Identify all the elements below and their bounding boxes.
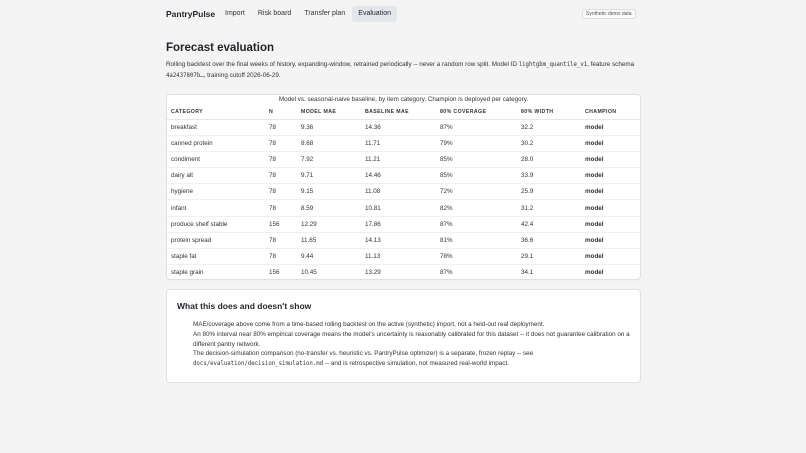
cell-baseline-mae: 14.36 — [361, 119, 436, 135]
cell-model-mae: 8.59 — [297, 200, 361, 216]
cell-n: 78 — [265, 135, 297, 151]
cell-baseline-mae: 11.13 — [361, 249, 436, 265]
desc-text-1: Rolling backtest over the final weeks of history, expanding-window, retrained periodically -- never a random row split. Model ID — [166, 61, 519, 68]
cell-baseline-mae: 11.21 — [361, 151, 436, 167]
cell-width: 29.1 — [517, 249, 581, 265]
nav-link-import[interactable]: Import — [225, 10, 245, 17]
cell-width: 33.9 — [517, 168, 581, 184]
cell-champion: model — [581, 232, 640, 248]
table-row — [167, 135, 640, 151]
table-row — [167, 168, 640, 184]
cell-model-mae: 9.44 — [297, 249, 361, 265]
cell-champion: model — [581, 151, 640, 167]
page-title: Forecast evaluation — [166, 42, 275, 54]
cell-n: 78 — [265, 232, 297, 248]
table-row — [167, 265, 640, 281]
cell-champion: model — [581, 168, 640, 184]
cell-coverage: 82% — [436, 200, 517, 216]
cell-baseline-mae: 13.29 — [361, 265, 436, 281]
table-row — [167, 216, 640, 232]
cell-width: 28.0 — [517, 151, 581, 167]
cell-baseline-mae: 11.71 — [361, 135, 436, 151]
header-champion: CHAMPION — [581, 105, 640, 119]
explanation-list — [193, 320, 633, 370]
header-category: CATEGORY — [167, 105, 265, 119]
cell-baseline-mae: 11.08 — [361, 184, 436, 200]
cell-model-mae: 12.29 — [297, 216, 361, 232]
explanation-text: The decision-simulation comparison (no-transfer vs. heuristic vs. PantryPulse optimizer) is a separate, frozen replay -- see — [193, 350, 534, 358]
cell-champion: model — [581, 119, 640, 135]
cell-baseline-mae: 10.81 — [361, 200, 436, 216]
cell-n: 78 — [265, 151, 297, 167]
cell-coverage: 81% — [436, 232, 517, 248]
evaluation-table-card — [166, 94, 641, 280]
page-description — [166, 60, 641, 81]
cell-category: dairy alt — [167, 168, 265, 184]
nav-link-transfer-plan[interactable]: Transfer plan — [304, 10, 346, 17]
header-model-mae: MODEL MAE — [297, 105, 361, 119]
cell-baseline-mae: 17.86 — [361, 216, 436, 232]
table-row — [167, 249, 640, 265]
desc-text-3: , training cutoff 2026-06-29. — [203, 71, 281, 79]
cell-model-mae: 10.45 — [297, 265, 361, 281]
cell-coverage: 87% — [436, 265, 517, 281]
cell-champion: model — [581, 249, 640, 265]
cell-category: condiment — [167, 151, 265, 167]
cell-coverage: 79% — [436, 135, 517, 151]
cell-model-mae: 9.71 — [297, 168, 361, 184]
cell-champion: model — [581, 216, 640, 232]
cell-width: 36.6 — [517, 232, 581, 248]
table-row — [167, 151, 640, 167]
table-row — [167, 184, 640, 200]
cell-category: staple grain — [167, 265, 265, 281]
cell-category: hygiene — [167, 184, 265, 200]
explanation-card — [166, 289, 641, 383]
table-header-row — [167, 105, 640, 119]
cell-model-mae: 8.68 — [297, 135, 361, 151]
cell-champion: model — [581, 200, 640, 216]
cell-n: 156 — [265, 216, 297, 232]
explanation-item: An 80% interval near 80% empirical coverage means the model's uncertainty is reasonably calibrated for this dataset -- it does not guarantee calibration on a different pantry network. — [193, 330, 630, 348]
cell-width: 32.2 — [517, 119, 581, 135]
cell-n: 78 — [265, 184, 297, 200]
explanation-text: -- and is retrospective simulation, not measured real-world impact. — [323, 360, 509, 368]
header-coverage: 80% COVERAGE — [436, 105, 517, 119]
cell-model-mae: 9.36 — [297, 119, 361, 135]
cell-coverage: 85% — [436, 168, 517, 184]
cell-width: 31.2 — [517, 200, 581, 216]
cell-width: 30.2 — [517, 135, 581, 151]
cell-width: 42.4 — [517, 216, 581, 232]
cell-width: 25.9 — [517, 184, 581, 200]
cell-champion: model — [581, 265, 640, 281]
explanation-item: MAE/coverage above come from a time-based rolling backtest on the active (synthetic) import, not a held-out real deployment. — [193, 321, 545, 328]
cell-model-mae: 9.15 — [297, 184, 361, 200]
evaluation-table — [167, 105, 640, 281]
table-row — [167, 119, 640, 135]
schema-id: 4a24378​07b… — [166, 72, 204, 79]
cell-n: 78 — [265, 200, 297, 216]
explanation-item — [193, 349, 633, 370]
header-n: N — [265, 105, 297, 119]
cell-category: produce shelf stable — [167, 216, 265, 232]
desc-text-2: , feature schema — [587, 61, 635, 68]
cell-coverage: 87% — [436, 216, 517, 232]
cell-model-mae: 11.65 — [297, 232, 361, 248]
model-id: lightgbm_quantile_v1 — [518, 62, 588, 68]
cell-category: infant — [167, 200, 265, 216]
top-nav — [0, 0, 806, 28]
cell-category: protein spread — [167, 232, 265, 248]
table-row — [167, 232, 640, 248]
cell-width: 34.1 — [517, 265, 581, 281]
cell-coverage: 87% — [436, 119, 517, 135]
explanation-title: What this does and doesn't show — [177, 301, 312, 311]
doc-path: docs/evaluation/decision_simulation.md — [193, 361, 324, 368]
cell-category: breakfast — [167, 119, 265, 135]
cell-category: canned protein — [167, 135, 265, 151]
table-row — [167, 200, 640, 216]
cell-model-mae: 7.92 — [297, 151, 361, 167]
synthetic-data-badge: Synthetic demo data — [582, 9, 636, 19]
cell-baseline-mae: 14.13 — [361, 232, 436, 248]
table-body — [167, 119, 640, 281]
cell-category: staple fat — [167, 249, 265, 265]
brand-logo[interactable]: PantryPulse — [166, 9, 216, 19]
cell-coverage: 78% — [436, 249, 517, 265]
cell-n: 78 — [265, 168, 297, 184]
cell-champion: model — [581, 184, 640, 200]
cell-n: 156 — [265, 265, 297, 281]
table-caption: Model vs. seasonal-naive baseline, by item category. Champion is deployed per category. — [278, 96, 529, 103]
cell-baseline-mae: 14.46 — [361, 168, 436, 184]
cell-n: 78 — [265, 249, 297, 265]
nav-links — [219, 6, 398, 22]
cell-coverage: 72% — [436, 184, 517, 200]
header-width: 80% WIDTH — [517, 105, 581, 119]
nav-link-risk-board[interactable]: Risk board — [257, 10, 292, 17]
header-baseline-mae: BASELINE MAE — [361, 105, 436, 119]
cell-coverage: 85% — [436, 151, 517, 167]
nav-link-evaluation[interactable]: Evaluation — [352, 6, 397, 22]
cell-champion: model — [581, 135, 640, 151]
cell-n: 78 — [265, 119, 297, 135]
